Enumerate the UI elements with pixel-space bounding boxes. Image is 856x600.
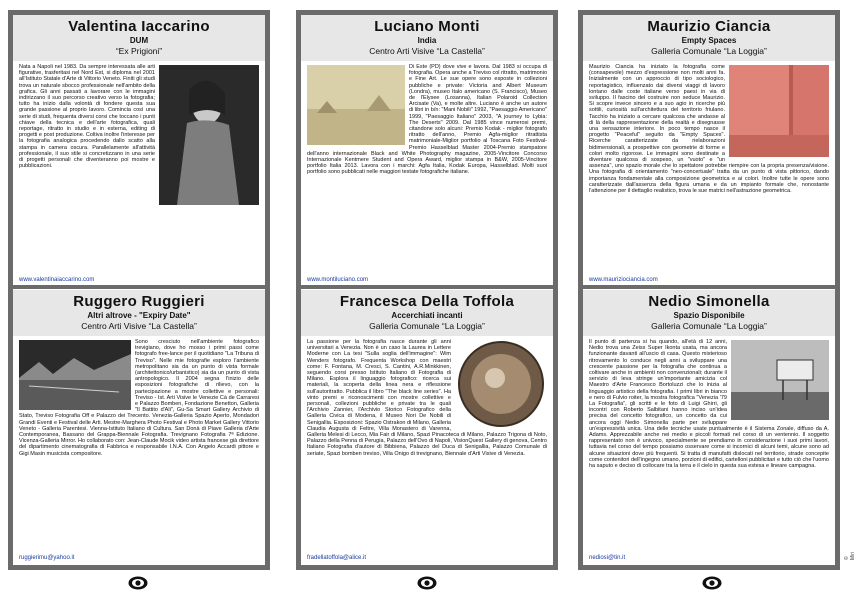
eye-logo-icon — [702, 576, 722, 590]
card-header — [301, 290, 553, 336]
artist-name: Maurizio Ciancia — [647, 18, 771, 35]
panel-left — [8, 10, 270, 570]
card-divider — [583, 285, 835, 289]
artist-photo — [159, 65, 259, 205]
card-header — [13, 290, 265, 336]
exhibit-title: India — [417, 36, 437, 45]
artist-photo — [307, 65, 405, 145]
artist-card — [13, 290, 265, 565]
exhibit-title: Altri altrove - "Expiry Date" — [87, 311, 191, 320]
artist-name: Ruggero Ruggieri — [73, 293, 205, 310]
exhibit-title: DUM — [129, 36, 149, 45]
artist-card — [583, 15, 835, 287]
panel-right — [578, 10, 840, 570]
photo-credit: © Miri — [844, 551, 856, 560]
venue: “Ex Prigioni” — [115, 46, 163, 56]
eye-logo-icon — [417, 576, 437, 590]
artist-card — [583, 290, 835, 565]
artist-photo — [729, 65, 829, 157]
card-header — [301, 15, 553, 61]
panel-center — [296, 10, 558, 570]
artist-email-link[interactable]: ruggierimu@yahoo.it — [19, 555, 75, 561]
artist-bio: Il punto di partenza si ha quando, all'età di 12 anni, Nedio trova una Zeiss Super Ikonta usata, ma ancora funzionante davanti all'uscio di casa. Questo misterioso ritrovamento lo conduce negli anni a sviluppare una crescente passione per la fotografia che continua a coltivare anche in ambienti non convenzionali; durante il servizio di leva stringe un'importante amicizia col Maestro d'Arte Francesco Bortoluzzi che lo inizia al linguaggio artistico della fotografia. I primi libri in bianco e nero di Fulvio roiter, la mostra fotografica "Venezia '79 La Fotografia", gli scritti e le foto di Luigi Ghirri, gli incontri con Roberto Salbitani hanno inciso un'idea precisa del concetto fotografico, un concetto da cui ancora oggi Nedio Simonella parte per sviluppare un'espressività unica. Una delle tecniche usate puntualmente è il Sistema Zonale, diffuso da A. Adams. Apprezzabile anche nei medio e piccoli formati nel corso di un ventennio. Il soggetto rappresentato non è univoco, specialmente se prendiamo in considerazione i suoi primi lavori, tuttavia nel corso del tempo possiamo osservare come si incornici di alcuni temi, alcune sono ad alcune situazioni dove più frequenti. Si tratta di manufatti dislocati nel territorio, strade concepite come contenitori dell'ingegno umano, porzioni di edifici, cartelloni pubblicitari e tutto ciò che l'uomo ha saputo e deciso di collocare tra la terra e il cielo in questa sua estesa e lineare campagna. — [589, 339, 829, 470]
exhibit-title: Accerchiati incanti — [391, 311, 463, 320]
artist-name: Valentina Iaccarino — [68, 18, 210, 35]
artist-email-link[interactable]: nediosi@tin.it — [589, 555, 626, 561]
artist-photo — [19, 340, 131, 410]
artist-bio: Nata a Napoli nel 1983. Da sempre interessata alle arti figurative, trasferitasi nel Nord Est, si diploma nel 2001 all'Istituto Statale d'Arte di Vittorio Veneto. Finiti gli studi trova un naturale sbocco professionale nell'ambito della grafica. Gli anni passati a lavorare con le immagini indirizzano il suo percorso creativo verso la fotografia; tutto ha inizio dalla volontà di fondere questa sua grande passione al proprio lavoro. Comincia così una serie di studi, frequenta diversi corsi che toccano i punti chiave della tecnica e dell'arte fotografica, quali reportage, ritratto in studio e in esterna, editing di progetti e post produzione. Coltiva inoltre l'interesse per la fotografia analogica procedendo dallo scatto alla stampa in camera oscura. Parallelamente all'attività professionale, il suo stile si concretizzano in una serie di progetti personali che diventeranno poi mostre e pubblicazioni. — [13, 61, 265, 169]
venue: Centro Arti Visive “La Castella” — [81, 321, 197, 331]
venue: Galleria Comunale “La Loggia” — [651, 46, 767, 56]
exhibit-title: Spazio Disponibile — [673, 311, 745, 320]
venue: Galleria Comunale “La Loggia” — [651, 321, 767, 331]
artist-bio: Sono cresciuto nell'ambiente fotografico trevigiano, dove ho mosso i primi passi come fotografo free-lance per il quotidiano "La Tribuna di Treviso". Nelle mie fotografie esploro l'ambiente metropolitano sia da un punto di vista formale (architettonico/urbanistico) sia da un punto di vista antropologico. Il 2004 segna l'inizio delle esposizioni fotografiche di rilievo, con la partecipazione a mostre collettive e personali: Treviso - Ist. Arti Visive le Venezie Cà de Carraresi e Palazzo Bomben, Fondazione Benetton, Galleria "Il Battito d'Ali", Gu-Sa Smart Gallery Archivio di Stato, Treviso Fotografia Off e Palazzo dei Trecento. Venezia-Galleria Spazio Aperto, Mondadori Grandi Eventi e Festival delle Arti. Mestre-Marghera Photo Festival e Photo Market Gallery Vittorio Veneto - Galleria Parentesi. Vienna-Istituto Italiano di Cultura. San Donà di Piave Galleria d'Arte Contemporanea, Bassano del Grappa-Biennale Fotografia. Trevignano Fotografia 7ª Edizione. Vicenza-Galleria Mirror. Ho collaborato con: Jean-Claude Mocik video artista francese già direttore del dipartimento cinematografia di Fabbrica e responsabile I.N.A. Con Angelo Accardi pittore e Gigi Masin musicista compositore. — [19, 339, 259, 457]
artist-card — [13, 15, 265, 287]
artist-bio: Maurizio Ciancia ha iniziato la fotografia come (consapevole) mezzo d'espressione non molti anni fa. Inizialmente con un approccio di tipo sociologico, reportagistico, influenzato dai diversi viaggi di lavoro lontano dalle coste italiane verso paesi in via di sviluppo. Il fascino del costruire non seduce Maurizio. Si scopre invece sincero e a suo agio in ricerche più sottili, curiosità sull'architettura del territorio friulano. Tacchio ha iniziato a cercare qualcosa che andasse al di là della rappresentazione della realtà e disegnasse una sensazione interiore. In poco tempo nasce il progetto "Peaceful" seguito da "Empty Spaces". Ricerche caratterizzate da rielaborazioni bidimensionali, a prospettive con geometrie di forme e colori molto rigorose. Le immagini sono destinate a diventare qualcosa di sospeso, un "vuoto" e "un assenza", uno spazio morale che lo spettatore potrebbe riempire con la propria presenza/visione. Una fotografia di orientamento "neo-concertuale" tratta da un punto di vista pittorico, dando importanza fondamentale alla composizione geometrica e ai colori. Inoltre tutte le opere sono caratterizzate dall'assenza della figura umana e da un impianto formale che, nonostante l'attenzione per il dettaglio realistico, trova le sue matrici nell'astrazione geometrica. — [589, 64, 829, 195]
venue: Galleria Comunale “La Loggia” — [369, 321, 485, 331]
artist-email-link[interactable]: fradellatoffola@alice.it — [307, 555, 367, 561]
artist-website-link[interactable]: www.montiluciano.com — [307, 277, 369, 283]
artist-name: Francesca Della Toffola — [339, 293, 515, 310]
artist-name: Nedio Simonella — [648, 293, 770, 310]
card-header — [13, 15, 265, 61]
artist-website-link[interactable]: www.valentinaiaccarino.com — [19, 277, 95, 283]
exhibit-title: Empty Spaces — [681, 36, 737, 45]
artist-website-link[interactable]: www.mauriziociancia.com — [589, 277, 658, 283]
card-header — [583, 290, 835, 336]
venue: Centro Arti Visive “La Castella” — [369, 46, 485, 56]
eye-logo-icon — [128, 576, 148, 590]
card-divider — [13, 285, 265, 289]
artist-card — [301, 15, 553, 287]
artist-bio: Di Este (PD) dove vive e lavora. Dal 1983 si occupa di fotografia. Opera anche a Treviso col ritratto, matrimonio e Fine Art. Le sue opere sono esposte in collezioni pubbliche e private: Victoria and Albert Museum (Londra), museo Italo americano (S. Francisco), Museo de l'Elysee (Losanna), Italian Polaroid Collection Arcisate (Va), e molte altre. Luciano è anche un autore di libri in b/n: "Mani Nobili" 1992, "Paesaggio Americano" 1999, "Paesaggio Italiano" 2003, "A journey to Lybia: The Deserts" 2009. Dal 1985 vince numerosi premi, citandone solo alcuni: Premio Kodak - miglior fotografo ritratto dell'anno, Premio Agfa-miglior ritrattista matrimoniale-Miglior portfolio al Toscana Foto Festival-Premio Hasselblad Master 2004-Premio stampatore dell'anno internazionale Black and White Photography magazine, 2005-Vincitore Concorso Internazionale Kentmere Student and Opera Award, miglior stampa in B&W, 2005-Vincitore portfolio Italia 2013. Lavora con i marchi: Agfa Italia, Kodak Europa, Hasselblad. Molti suoi portfolio sono pubblicati nelle maggiori testate fotografiche italiane. — [307, 64, 547, 176]
artist-name: Luciano Monti — [374, 18, 480, 35]
artist-bio: La passione per la fotografia nasce durante gli anni universitari a Venezia. Non è un caso la Laurea in Lettere Moderne con La tesi "Sulla soglia dell'immagine": Wim Wenders fotografo. Frequenta Workshop con maestri come: F. Fontana, M. Cresci, S. Cantini, A.R.Minkkinen, seguendo corsi presso Istituto Italiano di Fotografia di Milano. Esplora il linguaggio fotografico: ricerca sui materiali, la scoperta della linea nera e riflessione sull'autoritratto. Pubblica il libro "The black line series". Ha vinto premi e riconoscimenti con mostre collettive e personali, collezioni pubbliche e private tra le quali l'Archivio Zannier, l'Archivio Storico Fotografico della Galleria Civica di Modena, il Museo Nori De Nobili di Senigallia. Esposizioni: Spazio Ostrakon di Milano, Galleria Claudia Augusta di Feltre, Villa Monastero di Varenna, Galleria Melesi di Lecco, Mia Fair di Milano, Spazi Pinacoteca di Milano, Palazzo Trigona di Noto, Palazzo della Penna di Perugia, Palazzo dell'Ovo di Napoli, VisionQuest Gallery di genova, Centro Italiano Fotografia d'autore di Bibbiena, Palazzo del Duca di Senigallia, Palazzo Comunale di seriate, Spazi bomben treviso, Villa Onigo di trevignano, Biennale d'Arti Visive di Venezia. — [307, 339, 547, 457]
artist-photo — [455, 340, 547, 428]
card-header — [583, 15, 835, 61]
card-divider — [301, 285, 553, 289]
artist-card — [301, 290, 553, 565]
artist-photo — [731, 340, 829, 420]
